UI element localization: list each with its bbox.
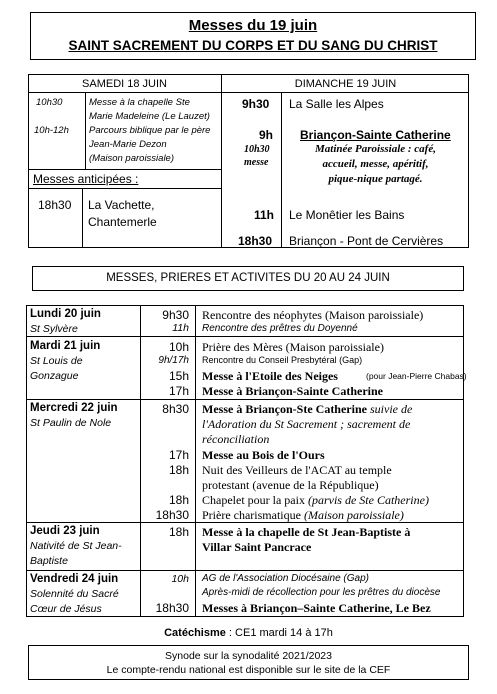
sun-time-3-note: messe: [244, 157, 269, 168]
wednesday-time-2: 17h: [168, 448, 189, 462]
sunday-heading: DIMANCHE 19 JUIN: [294, 78, 397, 90]
friday-text-2: Messes à Briançon–Sainte Catherine, Le Bez: [202, 601, 431, 615]
tuesday-saint-1: St Louis de: [30, 355, 83, 367]
sat-time-2: 10h-12h: [34, 125, 69, 136]
friday-saint-1: Solennité du Sacré: [30, 588, 119, 600]
wednesday-day: Mercredi 22 juin: [30, 402, 118, 414]
week-rule-4: [26, 570, 464, 571]
catechism-label: Catéchisme: [164, 627, 226, 639]
tuesday-time-1: 10h: [168, 340, 189, 354]
tuesday-text-2: Rencontre du Conseil Presbytéral (Gap): [202, 355, 363, 365]
catechism-line: [0, 628, 497, 639]
sun-place-2: Briançon-Sainte Catherine: [300, 128, 451, 142]
wednesday-text-1-main: Messe à Briançon-Ste Catherine: [202, 402, 367, 416]
synod-text: Le compte-rendu national est disponible sur le site de la CEF: [106, 664, 391, 676]
tuesday-time-4: 17h: [168, 384, 189, 398]
tuesday-text-4: Messe à Briançon-Sainte Catherine: [202, 384, 383, 398]
tuesday-text-3: Messe à l'Etoile des Neiges: [202, 369, 338, 383]
tuesday-time-3: 15h: [168, 369, 189, 383]
sun-time-2: 9h: [259, 128, 274, 142]
anticipated-place-2: Chantemerle: [88, 215, 157, 229]
wednesday-time-3: 18h: [168, 463, 189, 477]
tuesday-text-1: Prière des Mères (Maison paroissiale): [202, 340, 384, 354]
wednesday-time-1: 8h30: [162, 402, 189, 416]
anticipated-place-1: La Vachette,: [88, 198, 155, 212]
wednesday-text-4-main: Chapelet pour la paix: [202, 493, 308, 507]
page-title: Messes du 19 juin: [188, 17, 318, 34]
wednesday-text-5-suffix: (Maison paroissiale): [303, 508, 404, 522]
page-subtitle: SAINT SACREMENT DU CORPS ET DU SANG DU CHRIST: [68, 38, 438, 53]
monday-day: Lundi 20 juin: [30, 308, 101, 320]
sat-anticipated-rule: [28, 188, 221, 189]
sat-time-rule: [85, 93, 86, 169]
week-heading: MESSES, PRIERES ET ACTIVITES DU 20 AU 24 JUIN: [106, 272, 390, 284]
monday-time-2: 11h: [172, 322, 189, 334]
wednesday-text-4-suffix: (parvis de Ste Catherine): [307, 493, 429, 507]
wednesday-text-1-suffix: suivie de: [366, 402, 413, 416]
friday-saint-2: Cœur de Jésus: [30, 603, 102, 615]
sun-text-3c: pique-nique partagé.: [328, 173, 423, 185]
sun-time-5: 18h30: [238, 234, 273, 248]
tuesday-text-3-note: (pour Jean-Pierre Chabas): [366, 371, 467, 381]
sat-text-2c: (Maison paroissiale): [89, 153, 175, 164]
wednesday-text-4: [202, 494, 429, 506]
week-heading-box: [32, 266, 464, 291]
thursday-text-1b: Villar Saint Pancrace: [202, 540, 312, 554]
monday-text-2: Rencontre des prêtres du Doyenné: [202, 323, 358, 334]
tuesday-day: Mardi 21 juin: [30, 340, 101, 352]
synod-title: Synode sur la synodalité 2021/2023: [165, 650, 332, 662]
wednesday-text-1c: réconciliation: [202, 432, 270, 446]
sun-place-5: Briançon - Pont de Cervières: [289, 234, 444, 248]
thursday-text-1: Messe à la chapelle de St Jean-Baptiste à: [202, 525, 411, 539]
sat-text-2b: Jean-Marie Dezon: [89, 139, 167, 150]
sun-time-4: 11h: [254, 208, 275, 222]
wednesday-saint: St Paulin de Nole: [30, 417, 112, 429]
tuesday-time-2: 9h/17h: [158, 355, 189, 366]
anticipated-time: 18h30: [38, 198, 72, 212]
wednesday-text-3: Nuit des Veilleurs de l'ACAT au temple: [202, 463, 392, 477]
week-rule-2: [26, 399, 464, 400]
friday-time-2: 18h30: [155, 601, 189, 615]
monday-saint: St Sylvère: [30, 323, 78, 335]
monday-time-1: 9h30: [162, 308, 189, 322]
wednesday-text-3b: protestant (avenue de la République): [202, 478, 379, 492]
friday-text-1b: Après-midi de récollection pour les prêtres du diocèse: [202, 587, 441, 598]
wednesday-text-2: Messe au Bois de l'Ours: [202, 448, 325, 462]
monday-text-1: Rencontre des néophytes (Maison paroissiale): [202, 308, 424, 322]
catechism-text: : CE1 mardi 14 à 17h: [225, 627, 333, 639]
sun-time-3: 10h30: [244, 144, 270, 155]
sun-text-3a: Matinée Paroissiale : café,: [315, 143, 436, 155]
sun-time-1: 9h30: [242, 97, 270, 111]
weekend-header-rule: [28, 92, 469, 93]
thursday-day: Jeudi 23 juin: [30, 525, 100, 537]
week-rule-3: [26, 522, 464, 523]
sat-text-2a: Parcours biblique par le père: [89, 125, 211, 136]
synod-box: [28, 645, 469, 680]
weekend-divider: [221, 74, 222, 248]
wednesday-time-5: 18h30: [155, 508, 189, 522]
sat-anticipated-time-rule: [82, 188, 83, 248]
header-box: [30, 12, 476, 60]
wednesday-time-4: 18h: [168, 493, 189, 507]
tuesday-saint-2: Gonzague: [30, 370, 79, 382]
wednesday-text-5-main: Prière charismatique: [202, 508, 304, 522]
friday-day: Vendredi 24 juin: [30, 573, 119, 585]
sat-text-1a: Messe à la chapelle Ste: [89, 97, 190, 108]
sun-time-rule: [281, 93, 282, 248]
sun-place-4: Le Monêtier les Bains: [289, 208, 405, 222]
wednesday-text-5: [202, 509, 404, 521]
thursday-time-1: 18h: [168, 525, 189, 539]
saturday-heading: SAMEDI 18 JUIN: [82, 78, 167, 90]
wednesday-text-1: [202, 403, 412, 415]
thursday-saint-2: Baptiste: [30, 555, 68, 567]
sun-text-3b: accueil, messe, apéritif,: [322, 158, 429, 170]
anticipated-heading: Messes anticipées :: [33, 172, 139, 186]
thursday-saint-1: Nativité de St Jean-: [30, 540, 122, 552]
friday-time-1: 10h: [171, 573, 189, 585]
sat-anticipated-rule-top: [28, 169, 221, 170]
sat-text-1b: Marie Madeleine (Le Lauzet): [89, 111, 210, 122]
week-rule-1: [26, 336, 464, 337]
sun-place-1: La Salle les Alpes: [289, 97, 384, 111]
wednesday-text-1b: l'Adoration du St Sacrement ; sacrement de: [202, 417, 411, 431]
friday-text-1: AG de l'Association Diocésaine (Gap): [202, 573, 369, 584]
sat-time-1: 10h30: [36, 97, 63, 108]
